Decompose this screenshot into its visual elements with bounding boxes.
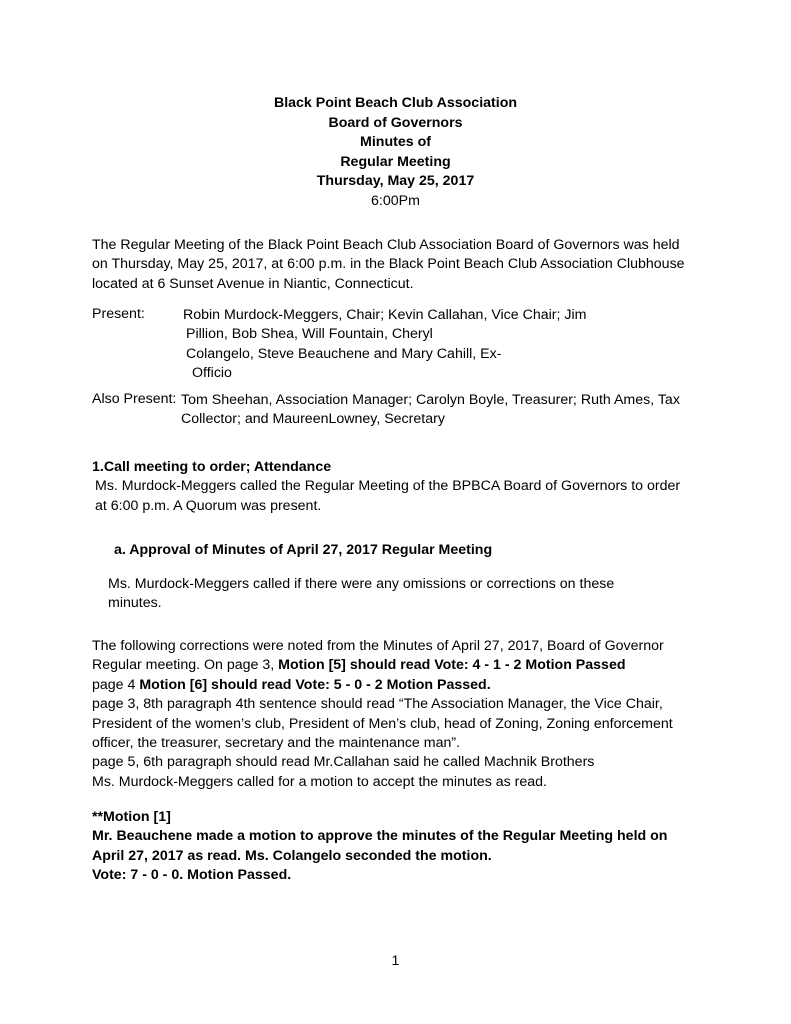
also-present-line: Collector; and MaureenLowney, Secretary — [181, 411, 445, 427]
intro-line: located at 6 Sunset Avenue in Niantic, Connecticut. — [92, 275, 414, 292]
corrections-line — [92, 656, 673, 675]
also-present-list — [181, 391, 680, 410]
corrections-text: page 4 — [92, 676, 140, 693]
subsection-line: Ms. Murdock-Meggers called if there were any omissions or corrections on these — [108, 576, 615, 592]
corrections-line: President of the women’s club, President of Men’s club, head of Zoning, Zoning enforcement — [92, 715, 673, 732]
call-for-motion — [92, 773, 547, 792]
corrections-line: officer, the treasurer, secretary and the maintenance man”. — [92, 735, 461, 752]
subsection-approval-body — [108, 575, 614, 614]
corrections-line: The following corrections were noted from the Minutes of April 27, 2017, Board of Governor — [92, 638, 664, 654]
present-list — [183, 306, 586, 384]
meeting-time: 6:00Pm — [371, 192, 420, 209]
subsection-line: minutes. — [108, 595, 162, 612]
org-name: Black Point Beach Club Association — [273, 95, 518, 111]
board-name: Board of Governors — [328, 114, 463, 131]
intro-line: on Thursday, May 25, 2017, at 6:00 p.m. in the Black Point Beach Club Association Clubhouse — [92, 256, 685, 273]
corrections-motion-6: Motion [6] should read Vote: 5 - 0 - 2 Motion Passed. — [139, 676, 491, 693]
meeting-date: Thursday, May 25, 2017 — [316, 173, 475, 190]
corrections-line: page 5, 6th paragraph should read Mr.Callahan said he called Machnik Brothers — [92, 754, 595, 771]
present-line: Officio — [192, 365, 232, 382]
motion-line: April 27, 2017 as read. Ms. Colangelo seconded the motion. — [92, 847, 492, 864]
present-line: Colangelo, Steve Beauchene and Mary Cahill, Ex- — [186, 345, 502, 362]
intro-paragraph — [92, 236, 685, 294]
meeting-type: Regular Meeting — [340, 153, 451, 170]
minutes-of: Minutes of — [360, 134, 431, 151]
corrections-motion-5: Motion [5] should read Vote: 4 - 1 - 2 Motion Passed — [278, 657, 626, 674]
subsection-approval-heading — [114, 541, 492, 560]
corrections-text: Regular meeting. On page 3, — [92, 657, 279, 674]
also-present-line: Tom Sheehan, Association Manager; Carolyn Boyle, Treasurer; Ruth Ames, Tax — [181, 392, 680, 408]
corrections-line: page 3, 8th paragraph 4th sentence should read “The Association Manager, the Vice Chair, — [92, 696, 663, 713]
section-line: at 6:00 p.m. A Quorum was present. — [95, 497, 322, 514]
motion-1 — [92, 808, 667, 886]
motion-vote: Vote: 7 - 0 - 0. Motion Passed. — [92, 867, 292, 884]
also-present-list-cont — [181, 410, 445, 429]
call-for-motion-text: Ms. Murdock-Meggers called for a motion to accept the minutes as read. — [92, 774, 547, 790]
corrections-line — [92, 676, 673, 695]
page-number: 1 — [391, 953, 400, 969]
document-header — [0, 94, 791, 212]
motion-line: Mr. Beauchene made a motion to approve the minutes of the Regular Meeting held on — [92, 828, 668, 845]
present-label: Present: — [92, 306, 145, 322]
corrections-paragraph — [92, 637, 673, 773]
section-heading: 1.Call meeting to order; Attendance — [92, 459, 332, 475]
also-present-label: Also Present: — [92, 391, 177, 407]
present-line: Pillion, Bob Shea, Will Fountain, Cheryl — [186, 326, 433, 343]
section-line: Ms. Murdock-Meggers called the Regular Meeting of the BPBCA Board of Governors to order — [95, 478, 681, 495]
intro-line: The Regular Meeting of the Black Point Beach Club Association Board of Governors was held — [92, 237, 680, 253]
section-call-to-order — [92, 458, 680, 516]
present-line: Robin Murdock-Meggers, Chair; Kevin Callahan, Vice Chair; Jim — [183, 307, 587, 323]
subsection-heading: a. Approval of Minutes of April 27, 2017 Regular Meeting — [114, 542, 493, 558]
motion-title: **Motion [1] — [92, 809, 171, 825]
